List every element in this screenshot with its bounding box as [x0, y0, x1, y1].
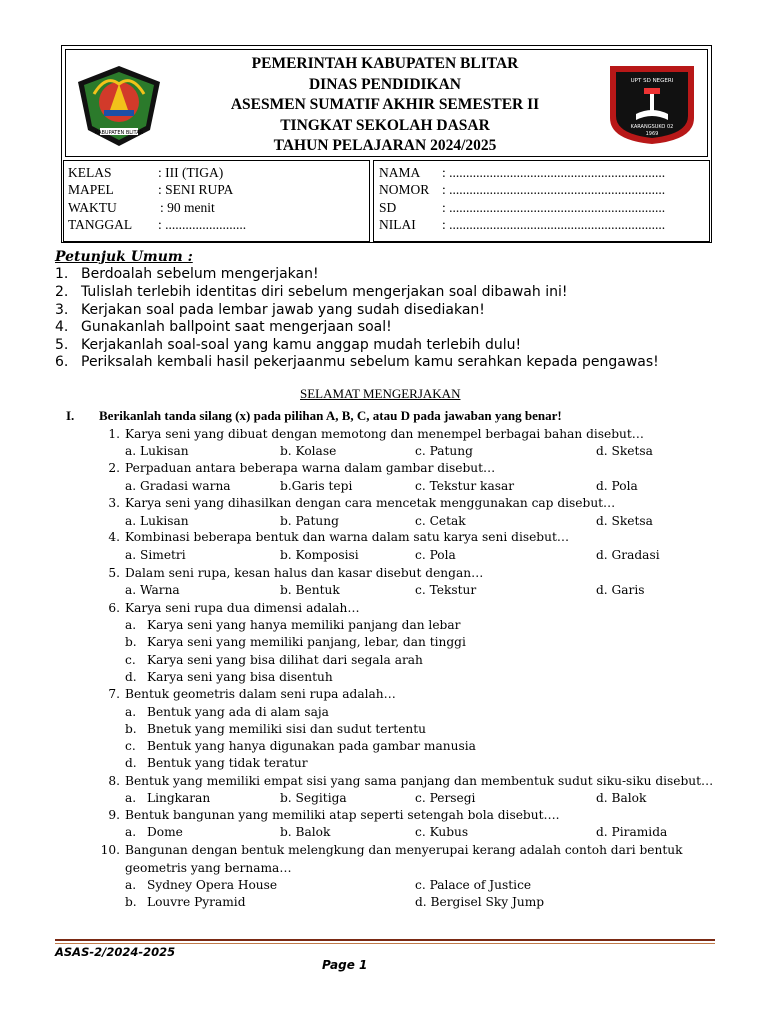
option-a[interactable]: Lingkaran	[147, 791, 211, 805]
question-text: Bentuk geometris dalam seni rupa adalah…	[125, 687, 396, 701]
option-c[interactable]: c. Patung	[415, 444, 473, 458]
question-number: 6.	[108, 601, 120, 615]
option-b[interactable]: b. Patung	[280, 514, 339, 528]
option-a[interactable]: a. Warna	[125, 583, 180, 597]
instruction-text: Tulislah terlebih identitas diri sebelum mengerjakan soal dibawah ini!	[81, 284, 568, 300]
option-d[interactable]: d. Sketsa	[596, 444, 653, 458]
greeting-heading: SELAMAT MENGERJAKAN	[300, 386, 461, 401]
question-number: 4.	[108, 530, 120, 544]
question-number: 9.	[108, 808, 120, 822]
info-value-kelas: : III (TIGA)	[158, 165, 224, 180]
info-label-kelas: KELAS	[68, 165, 112, 180]
option-a[interactable]: a. Gradasi warna	[125, 479, 231, 493]
page-number: Page 1	[322, 958, 368, 972]
option-b[interactable]: Karya seni yang memiliki panjang, lebar, dan tinggi	[147, 635, 466, 649]
option-d[interactable]: d. Garis	[596, 583, 645, 597]
option-letter: a.	[125, 825, 137, 839]
question-number: 1.	[108, 427, 120, 441]
info-label-nilai: NILAI	[379, 217, 416, 232]
question-text: Bangunan dengan bentuk melengkung dan menyerupai kerang adalah contoh dari bentuk	[125, 843, 683, 857]
option-letter: c.	[125, 653, 136, 667]
info-label-nomor: NOMOR	[379, 182, 430, 197]
option-a[interactable]: Bentuk yang ada di alam saja	[147, 705, 329, 719]
option-b[interactable]: b. Bentuk	[280, 583, 340, 597]
option-letter: d.	[125, 756, 137, 770]
question-text: Bentuk yang memiliki empat sisi yang sama panjang dan membentuk sudut siku-siku disebut…	[125, 774, 714, 788]
option-d[interactable]: d. Pola	[596, 479, 638, 493]
question-text: Kombinasi beberapa bentuk dan warna dalam satu karya seni disebut…	[125, 530, 570, 544]
option-letter: b.	[125, 895, 137, 909]
option-b[interactable]: b. Segitiga	[280, 791, 347, 805]
option-a[interactable]: Dome	[147, 825, 183, 839]
option-a[interactable]: a. Lukisan	[125, 444, 189, 458]
instruction-num: 6.	[55, 354, 69, 370]
option-b[interactable]: b. Komposisi	[280, 548, 359, 562]
info-value-waktu: : 90 menit	[160, 200, 215, 215]
option-letter: b.	[125, 722, 137, 736]
option-c[interactable]: c. Palace of Justice	[415, 878, 532, 892]
option-c[interactable]: c. Kubus	[415, 825, 469, 839]
question-text-continued: geometris yang bernama…	[125, 861, 292, 875]
option-d[interactable]: d. Gradasi	[596, 548, 660, 562]
info-value-tanggal: : ........................	[158, 217, 247, 232]
info-label-sd: SD	[379, 200, 397, 215]
info-label-mapel: MAPEL	[68, 182, 114, 197]
question-text: Karya seni yang dihasilkan dengan cara mencetak menggunakan cap disebut…	[125, 496, 616, 510]
option-c[interactable]: Bentuk yang hanya digunakan pada gambar manusia	[147, 739, 476, 753]
question-number: 5.	[108, 566, 120, 580]
question-number: 2.	[108, 461, 120, 475]
option-a[interactable]: Sydney Opera House	[147, 878, 278, 892]
header-title-4: TINGKAT SEKOLAH DASAR	[280, 117, 490, 134]
info-value-sd[interactable]: : ................................................................	[442, 200, 666, 215]
footer-rule	[55, 939, 715, 941]
option-letter: c.	[125, 739, 136, 753]
header-title-5: TAHUN PELAJARAN 2024/2025	[273, 137, 497, 154]
option-letter: d.	[125, 670, 137, 684]
option-letter: a.	[125, 878, 137, 892]
option-a[interactable]: a. Simetri	[125, 548, 186, 562]
option-letter: a.	[125, 705, 137, 719]
option-b[interactable]: b.Garis tepi	[280, 479, 353, 493]
instruction-text: Kerjakan soal pada lembar jawab yang sudah disediakan!	[81, 302, 485, 318]
question-number: 10.	[100, 843, 120, 857]
info-value-mapel: : SENI RUPA	[158, 182, 234, 197]
instruction-num: 4.	[55, 319, 69, 335]
question-text: Bentuk bangunan yang memiliki atap seperti setengah bola disebut….	[125, 808, 560, 822]
option-a[interactable]: Karya seni yang hanya memiliki panjang dan lebar	[147, 618, 461, 632]
option-d[interactable]: d. Sketsa	[596, 514, 653, 528]
instruction-text: Periksalah kembali hasil pekerjaanmu sebelum kamu serahkan kepada pengawas!	[81, 354, 659, 370]
option-c[interactable]: c. Tekstur kasar	[415, 479, 515, 493]
option-d[interactable]: d. Bergisel Sky Jump	[415, 895, 545, 909]
info-value-nilai[interactable]: : ................................................................	[442, 217, 666, 232]
question-text: Perpaduan antara beberapa warna dalam gambar disebut…	[125, 461, 496, 475]
question-text: Karya seni rupa dua dimensi adalah…	[125, 601, 360, 615]
header-title-1: PEMERINTAH KABUPATEN BLITAR	[251, 55, 519, 72]
question-number: 3.	[108, 496, 120, 510]
document-code: ASAS-2/2024-2025	[55, 945, 176, 959]
section-instruction: Berikanlah tanda silang (x) pada pilihan A, B, C, atau D pada jawaban yang benar!	[99, 408, 562, 423]
option-c[interactable]: c. Tekstur	[415, 583, 477, 597]
info-label-tanggal: TANGGAL	[68, 217, 133, 232]
info-value-nomor[interactable]: : ................................................................	[442, 182, 666, 197]
option-b[interactable]: b. Balok	[280, 825, 331, 839]
option-c[interactable]: c. Pola	[415, 548, 456, 562]
instructions-title: Petunjuk Umum :	[55, 249, 193, 265]
info-label-nama: NAMA	[379, 165, 421, 180]
option-d[interactable]: Karya seni yang bisa disentuh	[147, 670, 333, 684]
option-d[interactable]: d. Balok	[596, 791, 647, 805]
footer-rule-thin	[55, 943, 715, 944]
logo-left-caption: KABUPATEN BLITAR	[94, 130, 144, 136]
option-c[interactable]: c. Cetak	[415, 514, 466, 528]
option-letter: b.	[125, 635, 137, 649]
header-title-2: DINAS PENDIDIKAN	[308, 76, 461, 93]
option-d[interactable]: d. Piramida	[596, 825, 668, 839]
question-text: Dalam seni rupa, kesan halus dan kasar disebut dengan…	[125, 566, 484, 580]
instruction-num: 1.	[55, 266, 69, 282]
option-c[interactable]: c. Persegi	[415, 791, 476, 805]
option-b[interactable]: b. Kolase	[280, 444, 337, 458]
instruction-num: 5.	[55, 337, 69, 353]
logo-right-top-text: UPT SD NEGERI	[630, 78, 674, 84]
question-text: Karya seni yang dibuat dengan memotong dan menempel berbagai bahan disebut…	[125, 427, 644, 441]
header-title-3: ASESMEN SUMATIF AKHIR SEMESTER II	[230, 96, 540, 113]
option-letter: a.	[125, 791, 137, 805]
option-b[interactable]: Louvre Pyramid	[147, 895, 246, 909]
option-letter: a.	[125, 618, 137, 632]
option-d[interactable]: Bentuk yang tidak teratur	[147, 756, 308, 770]
option-a[interactable]: a. Lukisan	[125, 514, 189, 528]
instruction-text: Gunakanlah ballpoint saat mengerjaan soal!	[81, 319, 392, 335]
instruction-text: Kerjakanlah soal-soal yang kamu anggap mudah terlebih dulu!	[81, 337, 522, 353]
logo-right-year: 1969	[645, 131, 659, 137]
info-value-nama[interactable]: : ................................................................	[442, 165, 666, 180]
instruction-num: 2.	[55, 284, 69, 300]
instruction-text: Berdoalah sebelum mengerjakan!	[81, 266, 319, 282]
option-c[interactable]: Karya seni yang bisa dilihat dari segala arah	[147, 653, 423, 667]
info-label-waktu: WAKTU	[68, 200, 117, 215]
option-b[interactable]: Bnetuk yang memiliki sisi dan sudut tertentu	[147, 722, 427, 736]
question-number: 8.	[108, 774, 120, 788]
instruction-num: 3.	[55, 302, 69, 318]
logo-right-bottom-text: KARANGSUKO 02	[630, 124, 674, 130]
section-number: I.	[66, 408, 75, 423]
question-number: 7.	[108, 687, 120, 701]
